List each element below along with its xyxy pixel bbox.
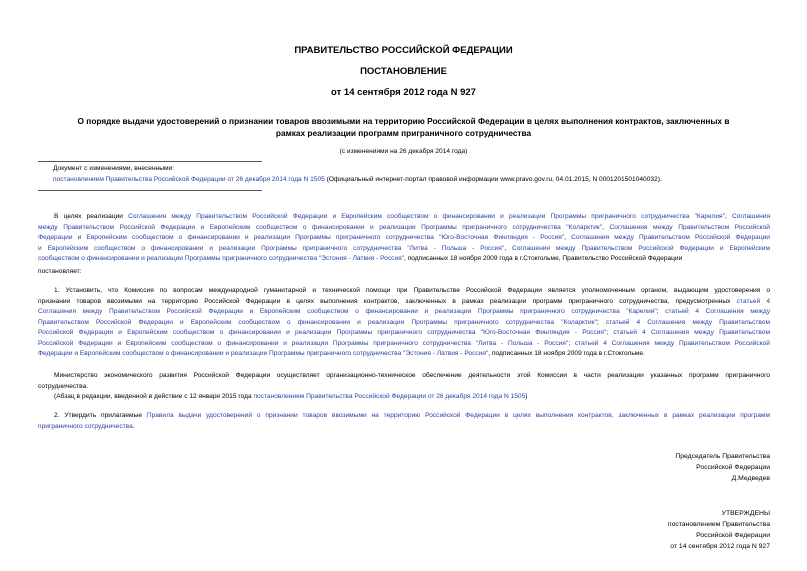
item-2-paragraph xyxy=(38,411,770,432)
approval-block xyxy=(668,508,770,552)
signature-country: Российской Федерации xyxy=(696,464,770,471)
agreement-kolarctic-link[interactable]: Правительством Российской Федерации и Европейским сообществом о финансировании и реализации Программы приграничного сотрудничества "Коларктик" xyxy=(38,318,597,326)
article-4-link[interactable]: статьей 4 Соглашения между Правительством xyxy=(605,318,771,326)
divider-top xyxy=(38,161,262,162)
preamble-line: сообществом о финансировании и реализации Программы приграничного сотрудничества "Эстония - Латвия - Россия", подписанных 18 ноября 2009 года в г.Стокгольме, Правительство Российской Федерации xyxy=(38,255,683,262)
date-number-heading: от 14 сентября 2012 года N 927 xyxy=(331,87,476,98)
item-1-paragraph xyxy=(38,286,770,360)
preamble-line: между Правительством Российской Федерации и Европейским сообществом о финансировании и реализации Программы приграничного сотрудничества "Коларктик", Соглашения между Правительством Российской xyxy=(38,223,770,231)
authority-heading: ПРАВИТЕЛЬСТВО РОССИЙСКОЙ ФЕДЕРАЦИИ xyxy=(294,45,513,56)
approval-title: УТВЕРЖДЕНЫ xyxy=(721,510,770,517)
revision-note: (с изменениями на 26 декабря 2014 года) xyxy=(339,148,468,155)
agreement-finland-link[interactable]: Российской Федерации и Европейским сообществом о финансировании и реализации Программы приграничного сотрудничества "Юго-Восточная Финляндия - Россия" xyxy=(38,329,607,336)
amendments-line xyxy=(53,175,662,186)
amendment-link[interactable]: постановлением Правительства Российской Федерации от 26 декабря 2014 года N 1505 xyxy=(253,393,526,400)
item-1-line: Российской Федерации и Европейским сообществом о финансировании и реализации Программы приграничного сотрудничества "Юго-Восточная Финляндия - Россия"; статьей 4 Соглашения между Правительством xyxy=(38,329,771,336)
document-title-line-1: О порядке выдачи удостоверений о признании товаров ввозимыми на территорию Российской Федерации в целях выполнения контрактов, заключенных в xyxy=(77,116,730,126)
rules-link[interactable]: приграничного сотрудничества xyxy=(38,422,133,430)
approval-by: постановлением Правительства xyxy=(667,521,770,528)
preamble-line: и Европейским сообществом о финансировании и реализации Программы приграничного сотрудничества "Литва - Польша - Россия", Соглашения между Правительством Российской Федерации и Европейским xyxy=(38,244,770,252)
article-4-link[interactable]: статьей 4 Соглашения между Правительством xyxy=(613,329,771,336)
preamble-line: Федерации и Европейским сообществом о финансировании и реализации Программы приграничного сотрудничества "Юго-Восточная Финляндия - Россия", Соглашения между Правительством Российской Федерации xyxy=(38,234,770,241)
agreement-karelia-link[interactable]: Соглашения между Правительством Российской Федерации и Европейским сообществом о финансировании и реализации Программы приграничного сотрудничества "Карелия" xyxy=(128,213,725,220)
agreement-estonia-link[interactable]: сообществом о финансировании и реализации Программы приграничного сотрудничества "Эстония - Латвия - Россия" xyxy=(38,255,405,262)
agreement-link[interactable]: Соглашения xyxy=(731,213,771,220)
article-4-link[interactable]: статьей 4 xyxy=(736,297,770,305)
agreement-link[interactable]: Соглашения между Правительством Российской xyxy=(609,223,770,231)
signature-position: Председатель Правительства xyxy=(675,453,770,460)
ministry-paragraph xyxy=(38,371,770,403)
item-1-line: Правительством Российской Федерации и Европейским сообществом о финансировании и реализации Программы приграничного сотрудничества "Коларктик"; статьей 4 Соглашения между Правительством xyxy=(38,318,771,326)
item-2-line: приграничного сотрудничества. xyxy=(38,422,135,430)
item-1-line: Соглашения между Правительством Российской Федерации и Европейским сообществом о финансировании и реализации Программы приграничного сотрудничества "Карелия"; статьей 4 Соглашения между xyxy=(38,308,771,315)
ministry-line: сотрудничества. xyxy=(38,382,89,390)
ministry-note: (Абзац в редакции, введенной в действие с 12 января 2015 года постановлением Правительства Российской Федерации от 26 декабря 2014 года N 1505) xyxy=(54,393,528,400)
agreement-finland-link[interactable]: Федерации и Европейским сообществом о финансировании и реализации Программы приграничного сотрудничества "Юго-Восточная Финляндия - Россия" xyxy=(38,234,565,241)
agreement-link[interactable]: Соглашения между Правительством Российской Федерации и Европейским xyxy=(511,244,770,252)
article-4-link[interactable]: статьей 4 Соглашения между Правительством Российской xyxy=(574,339,770,347)
amendment-source: (Официальный интернет-портал правовой информации www.pravo.gov.ru, 04.01.2015, N 0001201501040032). xyxy=(324,176,662,183)
rules-link[interactable]: Правила выдачи удостоверений о признании товаров ввозимыми на территорию Российской Федерации в целях выполнения контрактов, заключенных в рамках реализации программ xyxy=(146,412,770,419)
signature-name: Д.Медведев xyxy=(731,475,770,482)
agreement-estonia-link[interactable]: Федерации и Европейским сообществом о финансировании и реализации Программы приграничного сотрудничества "Эстония - Латвия - Россия" xyxy=(38,350,489,357)
item-1-line: 1. Установить, что Комиссия по вопросам международной гуманитарной и технической помощи при Правительстве Российской Федерации является уполномоченным органом, выдающим удостоверения о xyxy=(54,287,770,294)
preamble-line: В целях реализации Соглашения между Правительством Российской Федерации и Европейским сообществом о финансировании и реализации Программы приграничного сотрудничества "Карелия", Соглашения xyxy=(54,213,771,220)
article-4-link[interactable]: статьей 4 Соглашения между xyxy=(665,308,771,315)
item-2-line: 2. Утвердить прилагаемые Правила выдачи удостоверений о признании товаров ввозимыми на территорию Российской Федерации в целях выполнения контрактов, заключенных в рамках реализации программ xyxy=(54,412,770,419)
approval-date: от 14 сентября 2012 года N 927 xyxy=(670,543,770,550)
agreement-kolarctic-link[interactable]: между Правительством Российской Федерации и Европейским сообществом о финансировании и реализации Программы приграничного сотрудничества "Коларктик" xyxy=(38,223,603,231)
divider-bottom xyxy=(38,190,262,191)
ministry-line: Министерство экономического развития Российской Федерации осуществляет организационно-техническое обеспечение деятельности этой Комиссии в части реализации указанных программ приграничного xyxy=(54,372,770,379)
amendment-link[interactable]: постановлением Правительства Российской Федерации от 26 декабря 2014 года N 1505 xyxy=(53,176,325,183)
amendments-intro: Документ с изменениями, внесенными: xyxy=(53,165,175,172)
doc-type-heading: ПОСТАНОВЛЕНИЕ xyxy=(360,66,447,77)
agreement-lithuania-link[interactable]: и Европейским сообществом о финансировании и реализации Программы приграничного сотрудничества "Литва - Польша - Россия" xyxy=(38,244,505,252)
preamble-paragraph xyxy=(38,212,770,265)
document-title-line-2: рамках реализации программ приграничного сотрудничества xyxy=(275,128,532,138)
agreement-karelia-link[interactable]: Соглашения между Правительством Российской Федерации и Европейским сообществом о финансировании и реализации Программы приграничного сотрудничества "Карелия" xyxy=(38,308,657,315)
decides-label: постановляет: xyxy=(38,268,82,275)
approval-country: Российской Федерации xyxy=(696,532,770,539)
agreement-link[interactable]: Соглашения между Правительством Российской Федерации xyxy=(571,234,770,241)
agreement-lithuania-link[interactable]: Российской Федерации и Европейским сообществом о финансировании и реализации Программы приграничного сотрудничества "Литва - Польша - Россия" xyxy=(38,339,569,347)
signature-block xyxy=(675,451,770,484)
item-1-line: признании товаров ввозимыми на территорию Российской Федерации в целях выполнения контрактов, заключенных в рамках реализации программ приграничного сотрудничества, предусмотренных статьей 4 xyxy=(38,297,770,305)
item-1-line: Федерации и Европейским сообществом о финансировании и реализации Программы приграничного сотрудничества "Эстония - Латвия - Россия", подписанных 18 ноября 2009 года в г.Стокгольме. xyxy=(38,350,645,357)
item-1-line: Российской Федерации и Европейским сообществом о финансировании и реализации Программы приграничного сотрудничества "Литва - Польша - Россия"; статьей 4 Соглашения между Правительством Российской xyxy=(38,339,770,347)
